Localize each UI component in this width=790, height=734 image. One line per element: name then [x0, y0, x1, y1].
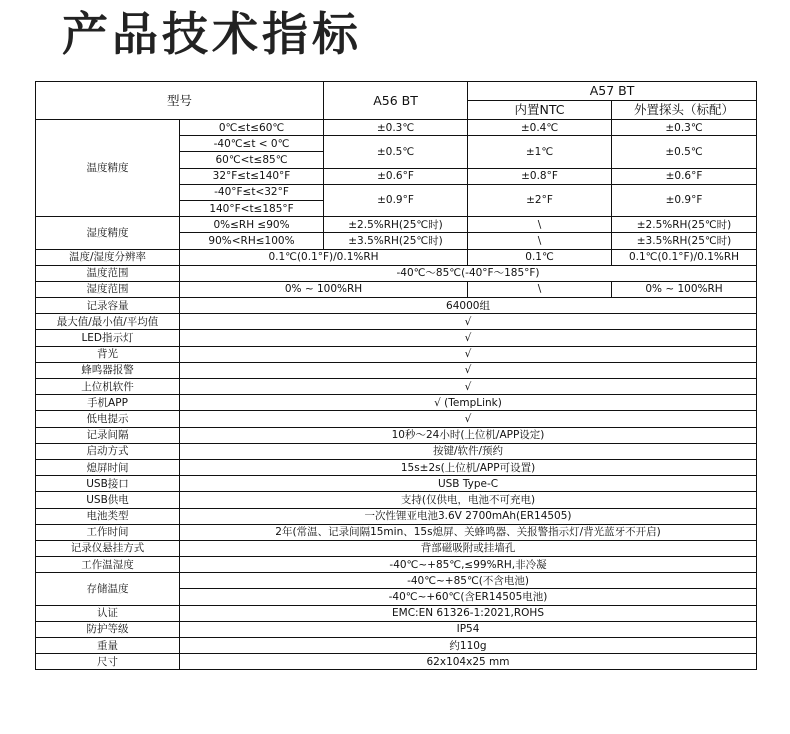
row-label: 认证	[36, 605, 180, 621]
table-row	[36, 249, 757, 265]
range-cell: 0℃≤t≤60℃	[180, 120, 324, 136]
table-row	[36, 621, 757, 637]
probe-cell: ±3.5%RH(25℃时)	[612, 233, 757, 249]
row-value: IP54	[180, 621, 757, 637]
table-row	[36, 265, 757, 281]
row-value: -40℃～85℃(-40°F～185°F)	[180, 265, 757, 281]
a57-external-header: 外置探头（标配）	[612, 101, 757, 120]
a56-header: A56 BT	[324, 82, 468, 120]
table-row	[36, 443, 757, 459]
table-row	[36, 298, 757, 314]
row-value: √	[180, 330, 757, 346]
page-title: 产品技术指标	[62, 7, 362, 61]
row-value: -40℃~+60℃(含ER14505电池)	[180, 589, 757, 605]
probe-cell: ±0.5℃	[612, 136, 757, 168]
probe-cell: ±0.9°F	[612, 184, 757, 216]
probe-cell: ±0.3℃	[612, 120, 757, 136]
table-row	[36, 281, 757, 297]
row-value: √	[180, 314, 757, 330]
row-label: 最大值/最小值/平均值	[36, 314, 180, 330]
row-label: 尺寸	[36, 654, 180, 670]
ntc-cell: \	[468, 281, 612, 297]
row-label: 电池类型	[36, 508, 180, 524]
row-label: 重量	[36, 638, 180, 654]
row-value: 背部磁吸附或挂墙孔	[180, 540, 757, 556]
row-label: USB供电	[36, 492, 180, 508]
range-cell: 60℃<t≤85℃	[180, 152, 324, 168]
table-row	[36, 314, 757, 330]
range-cell: 140°F<t≤185°F	[180, 200, 324, 216]
row-value: 一次性锂亚电池3.6V 2700mAh(ER14505)	[180, 508, 757, 524]
range-cell: 0%≤RH ≤90%	[180, 217, 324, 233]
a57-header: A57 BT	[468, 82, 757, 101]
table-row	[36, 605, 757, 621]
ntc-cell: ±0.4℃	[468, 120, 612, 136]
range-cell: 90%<RH≤100%	[180, 233, 324, 249]
table-row	[36, 217, 757, 233]
spec-table	[35, 81, 757, 670]
row-value: √	[180, 379, 757, 395]
table-row	[36, 330, 757, 346]
row-value: EMC:EN 61326-1:2021,ROHS	[180, 605, 757, 621]
row-label: 记录间隔	[36, 427, 180, 443]
ntc-cell: \	[468, 217, 612, 233]
row-value: 64000组	[180, 298, 757, 314]
row-value: √ (TempLink)	[180, 395, 757, 411]
row-label: 记录仪悬挂方式	[36, 540, 180, 556]
row-label: 背光	[36, 346, 180, 362]
ntc-cell: ±0.8°F	[468, 168, 612, 184]
row-label: 低电提示	[36, 411, 180, 427]
ntc-cell: ±1℃	[468, 136, 612, 168]
row-label: 温度/湿度分辨率	[36, 249, 180, 265]
row-label: 湿度范围	[36, 281, 180, 297]
table-row	[36, 476, 757, 492]
a57-internal-header: 内置NTC	[468, 101, 612, 120]
table-row	[36, 346, 757, 362]
a56-cell: ±0.5℃	[324, 136, 468, 168]
row-label: 存储温度	[36, 573, 180, 605]
row-label: 启动方式	[36, 443, 180, 459]
table-row	[36, 524, 757, 540]
row-value: 约110g	[180, 638, 757, 654]
probe-cell: ±0.6°F	[612, 168, 757, 184]
row-label: 温度范围	[36, 265, 180, 281]
table-row	[36, 427, 757, 443]
row-value: 支持(仅供电，电池不可充电)	[180, 492, 757, 508]
a56-cell: ±0.3℃	[324, 120, 468, 136]
table-row	[36, 379, 757, 395]
row-value: √	[180, 362, 757, 378]
table-row	[36, 362, 757, 378]
table-row	[36, 540, 757, 556]
table-row	[36, 459, 757, 475]
table-row	[36, 638, 757, 654]
row-value: USB Type-C	[180, 476, 757, 492]
ntc-cell: 0.1℃	[468, 249, 612, 265]
probe-cell: ±2.5%RH(25℃时)	[612, 217, 757, 233]
row-value: 按键/软件/预约	[180, 443, 757, 459]
row-label: USB接口	[36, 476, 180, 492]
row-label: 工作时间	[36, 524, 180, 540]
row-label: 蜂鸣器报警	[36, 362, 180, 378]
row-label: 记录容量	[36, 298, 180, 314]
row-label: 防护等级	[36, 621, 180, 637]
row-value: 15s±2s(上位机/APP可设置)	[180, 459, 757, 475]
row-value: √	[180, 411, 757, 427]
table-row	[36, 508, 757, 524]
a56-cell: ±3.5%RH(25℃时)	[324, 233, 468, 249]
table-row	[36, 395, 757, 411]
range-cell: 32°F≤t≤140°F	[180, 168, 324, 184]
temp-accuracy-label: 温度精度	[36, 120, 180, 217]
a56-cell: ±0.6°F	[324, 168, 468, 184]
table-row	[36, 654, 757, 670]
row-label: 手机APP	[36, 395, 180, 411]
humidity-accuracy-label: 湿度精度	[36, 217, 180, 249]
a56-cell: 0.1℃(0.1°F)/0.1%RH	[180, 249, 468, 265]
probe-cell: 0% ~ 100%RH	[612, 281, 757, 297]
row-label: 上位机软件	[36, 379, 180, 395]
table-row	[36, 557, 757, 573]
range-cell: -40°F≤t<32°F	[180, 184, 324, 200]
probe-cell: 0.1℃(0.1°F)/0.1%RH	[612, 249, 757, 265]
row-value: 2年(常温、记录间隔15min、15s熄屏、关蜂鸣器、关报警指示灯/背光蓝牙不开启)	[180, 524, 757, 540]
table-row	[36, 120, 757, 136]
table-row	[36, 411, 757, 427]
range-cell: -40℃≤t < 0℃	[180, 136, 324, 152]
row-label: 熄屏时间	[36, 459, 180, 475]
ntc-cell: ±2°F	[468, 184, 612, 216]
row-label: LED指示灯	[36, 330, 180, 346]
table-header-row	[36, 82, 757, 101]
a56-cell: ±2.5%RH(25℃时)	[324, 217, 468, 233]
row-value: √	[180, 346, 757, 362]
row-value: 62x104x25 mm	[180, 654, 757, 670]
ntc-cell: \	[468, 233, 612, 249]
row-value: -40℃~+85℃(不含电池)	[180, 573, 757, 589]
row-value: 10秒～24小时(上位机/APP设定)	[180, 427, 757, 443]
row-value: -40℃~+85℃,≤99%RH,非冷凝	[180, 557, 757, 573]
table-row	[36, 573, 757, 589]
model-header: 型号	[36, 82, 324, 120]
table-row	[36, 492, 757, 508]
row-label: 工作温湿度	[36, 557, 180, 573]
a56-cell: ±0.9°F	[324, 184, 468, 216]
a56-cell: 0% ~ 100%RH	[180, 281, 468, 297]
